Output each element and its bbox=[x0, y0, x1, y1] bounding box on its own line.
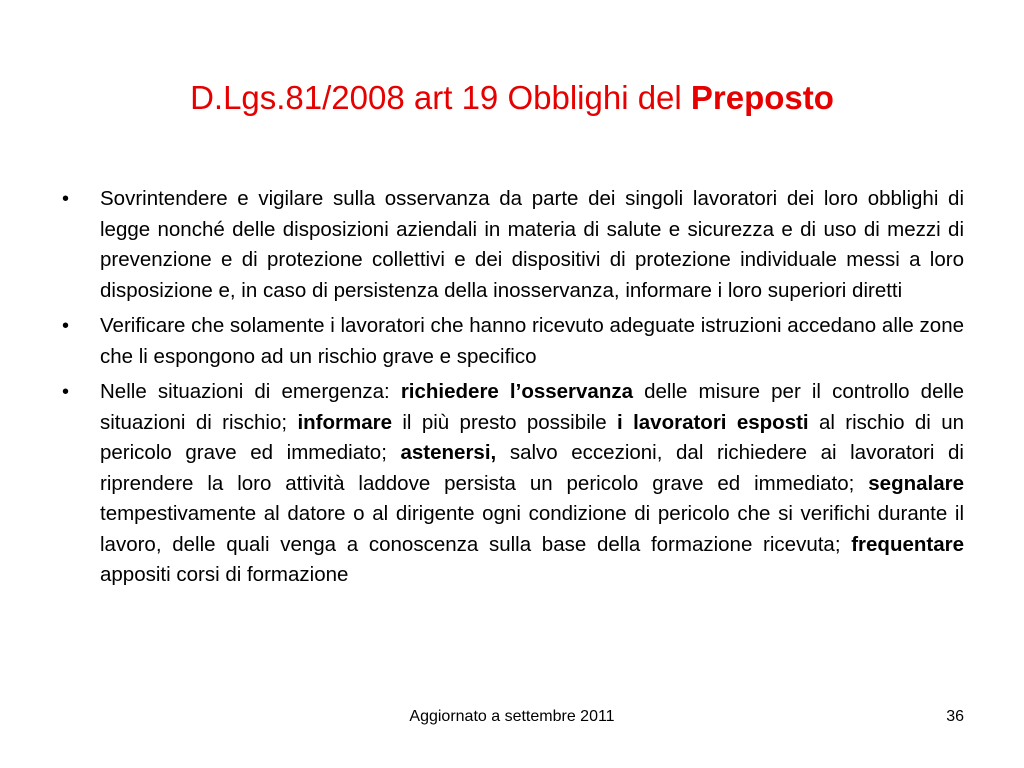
bullet-text-segment: il più presto possibile bbox=[392, 410, 618, 434]
page-number: 36 bbox=[946, 708, 964, 725]
bullet-marker: • bbox=[62, 315, 70, 337]
bullet-text-emphasis: informare bbox=[297, 410, 392, 434]
bullet-text-segment: Nelle situazioni di emergenza: bbox=[100, 380, 401, 403]
bullet-text-emphasis: i lavoratori esposti bbox=[617, 410, 809, 434]
bullet-text-segment: al rischio di un pericolo grave ed immediato; bbox=[100, 410, 965, 464]
bullet-item-verifica bbox=[62, 311, 964, 372]
bullet-text-segment: delle misure per il controllo delle situazioni di rischio; bbox=[100, 380, 964, 434]
bullet-marker: • bbox=[62, 381, 70, 403]
slide-title bbox=[0, 76, 1024, 120]
bullet-text-segment: salvo eccezioni, dal richiedere ai lavoratori di riprendere la loro attività laddove persista un pericolo grave ed immediato; bbox=[100, 441, 964, 495]
bullet-marker: • bbox=[62, 188, 70, 210]
bullet-text-emphasis: astenersi, bbox=[400, 441, 497, 464]
bullet-text-segment: tempestivamente al datore o al dirigente ogni condizione di pericolo che si verifichi durante il lavoro, delle quali venga a conoscenza sulla base della formazione ricevuta; bbox=[100, 502, 964, 556]
bullet-item-vigilanza bbox=[62, 184, 964, 306]
bullet-text-segment: Verificare che solamente i lavoratori che hanno ricevuto adeguate istruzioni accedano alle zone che li espongono ad un rischio grave e specifico bbox=[100, 314, 964, 368]
slide-title-prefix: D.Lgs.81/2008 art 19 Obblighi del bbox=[190, 79, 691, 116]
bullet-text-emphasis: segnalare bbox=[868, 471, 964, 495]
bullet-text-segment: Sovrintendere e vigilare sulla osservanza da parte dei singoli lavoratori dei loro obblighi di legge nonché delle disposizioni aziendali in materia di salute e sicurezza e di uso di mezzi di prevenzione e di protezione collettivi e dei dispositivi di protezione individuale messi a loro disposizione e, in caso di persistenza della inosservanza, informare i loro superiori diretti bbox=[100, 187, 964, 302]
bullet-list bbox=[62, 184, 964, 596]
bullet-text-emphasis: richiedere l’osservanza bbox=[400, 380, 633, 403]
bullet-text-emphasis: frequentare bbox=[851, 532, 964, 556]
bullet-text bbox=[100, 314, 964, 368]
bullet-text bbox=[100, 187, 964, 302]
bullet-item-emergenza bbox=[62, 377, 964, 591]
bullet-text-segment: appositi corsi di formazione bbox=[100, 563, 349, 586]
bullet-text bbox=[100, 380, 964, 586]
slide-title-emphasis: Preposto bbox=[690, 79, 834, 116]
footer-text: Aggiornato a settembre 2011 bbox=[409, 708, 615, 725]
